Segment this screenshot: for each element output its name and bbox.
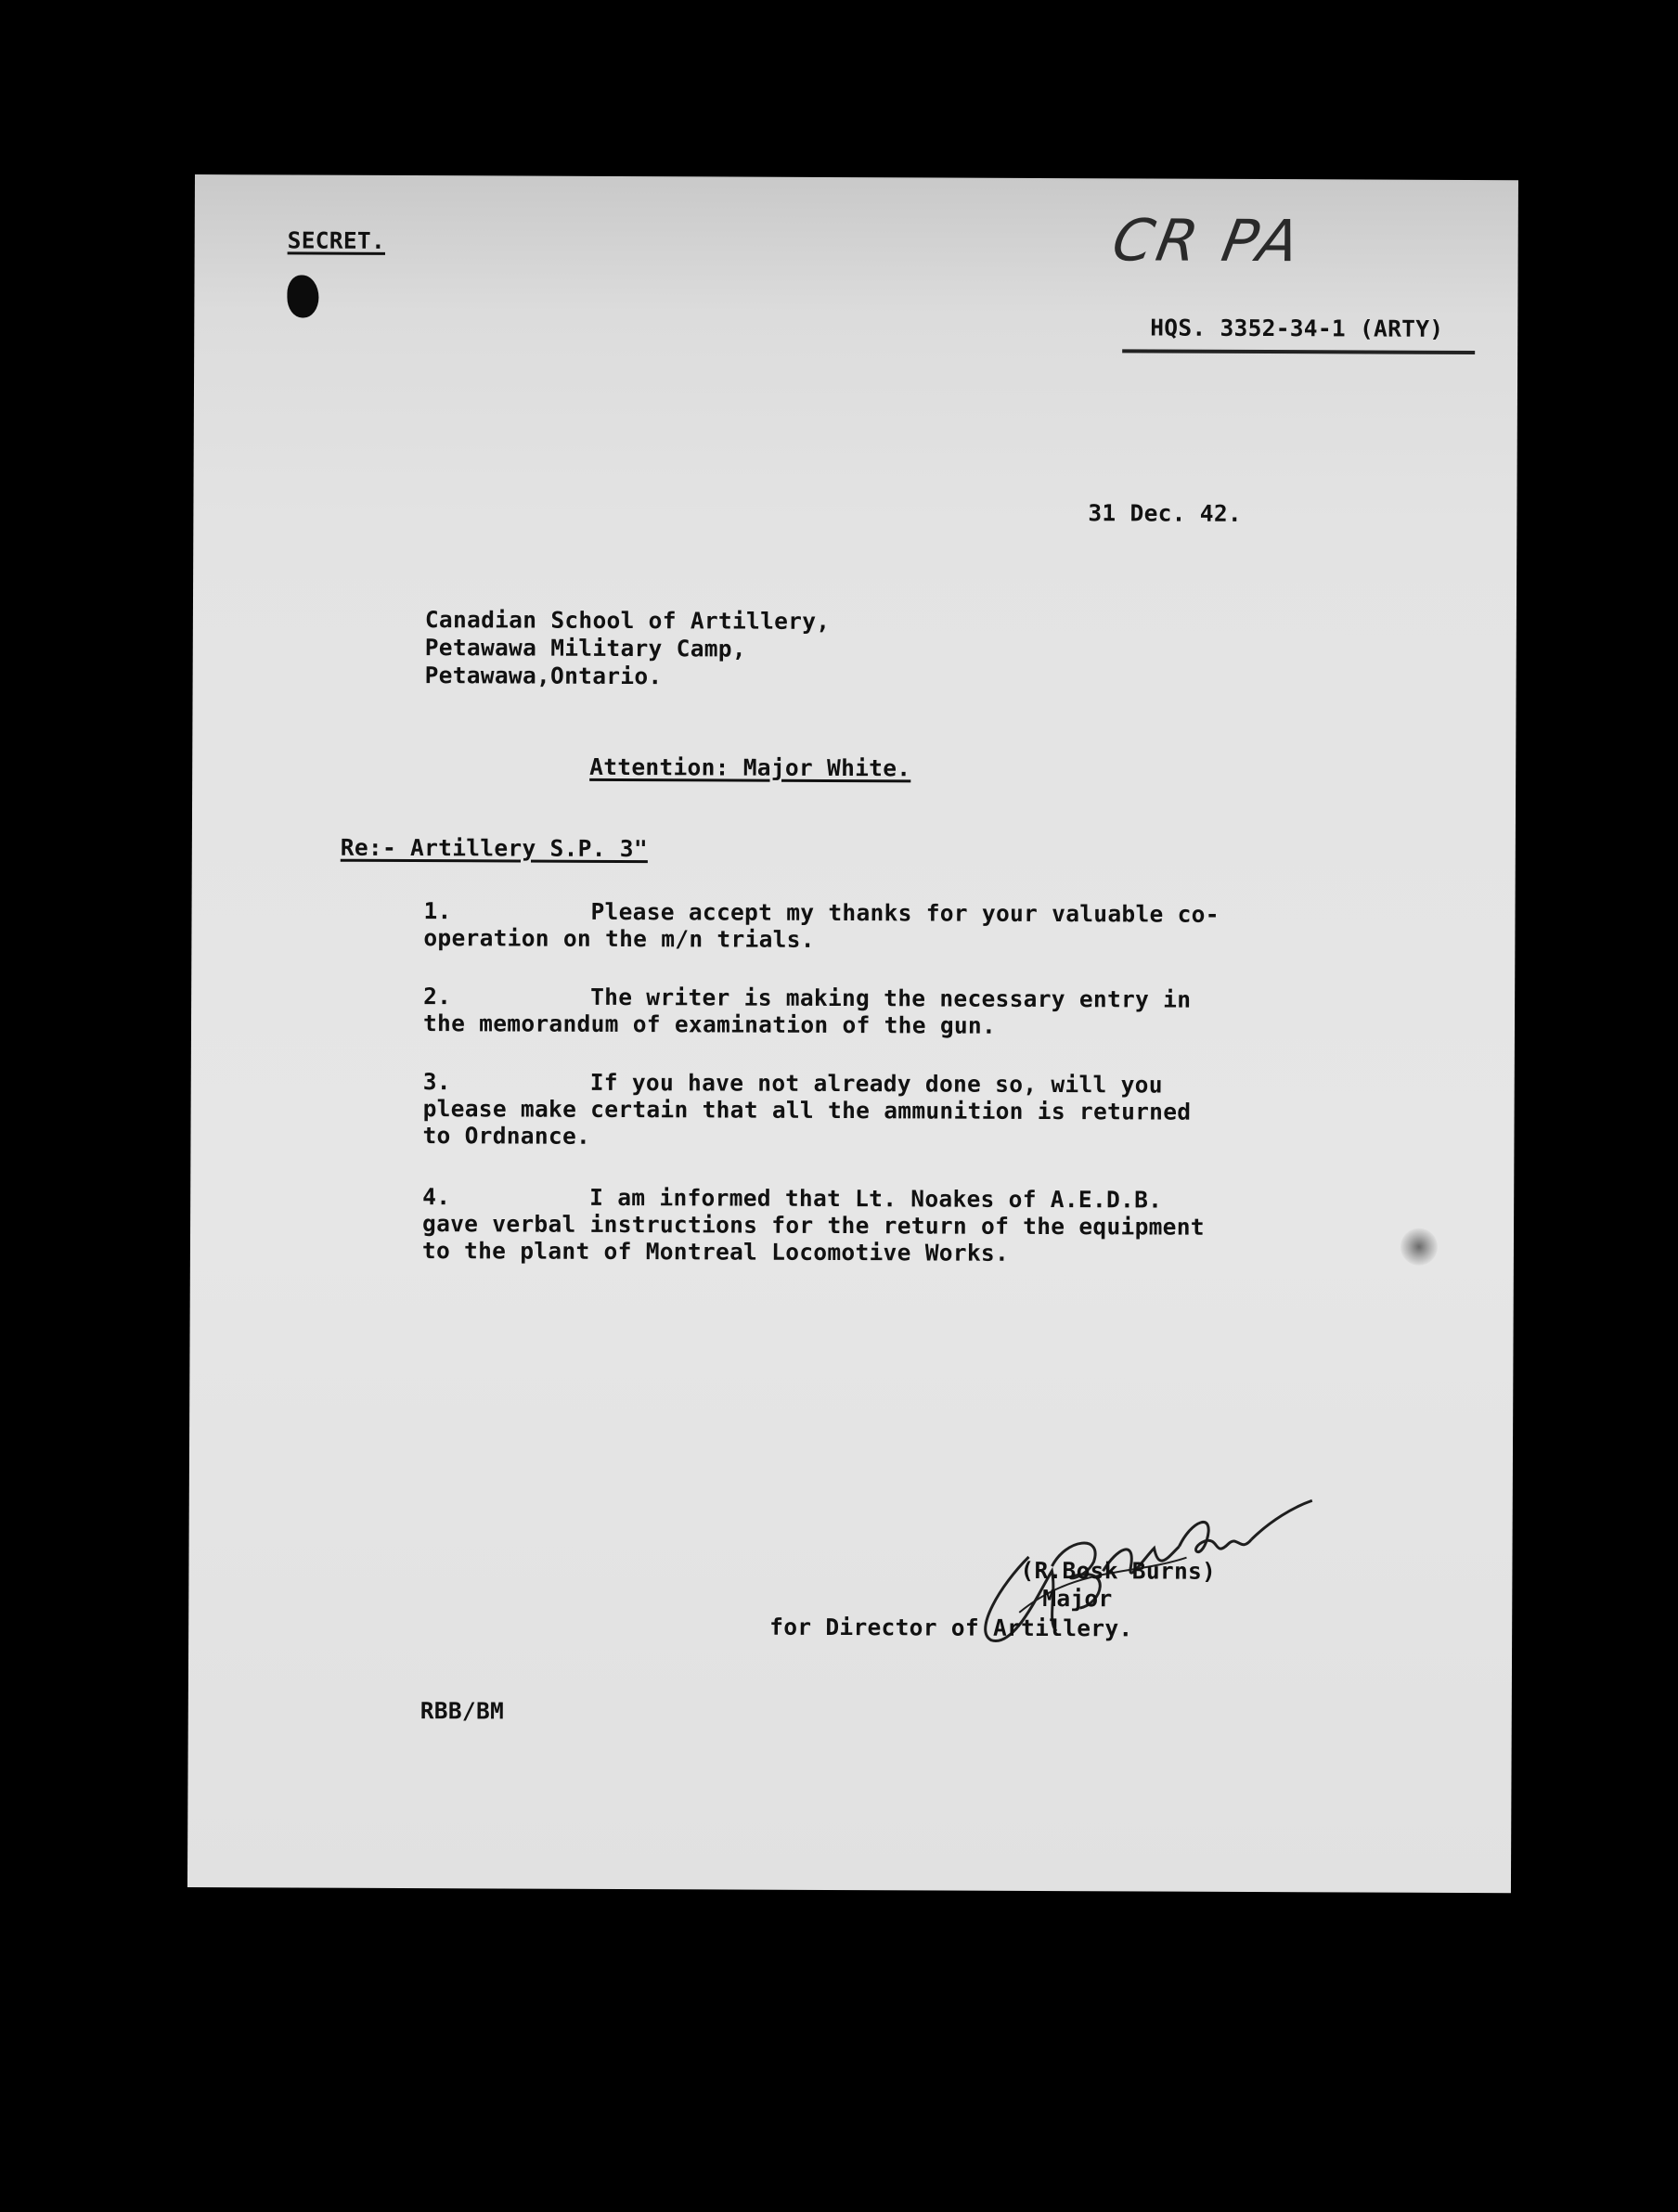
letter-date: 31 Dec. 42. [1088, 499, 1243, 527]
paragraph-4-line-2: gave verbal instructions for the return of the equipment [422, 1210, 1205, 1241]
address-line-3: Petawawa,Ontario. [424, 662, 663, 690]
file-reference-underline [1122, 349, 1475, 354]
paragraph-1-line-1: Please accept my thanks for your valuable co- [590, 897, 1220, 928]
subject-line: Re:- Artillery S.P. 3" [340, 833, 649, 863]
smudge-mark [1400, 1228, 1438, 1266]
paragraph-4-line-1: I am informed that Lt. Noakes of A.E.D.B. [589, 1183, 1163, 1214]
signatory-title: for Director of Artillery. [769, 1613, 1133, 1642]
paragraph-3-line-2: please make certain that all the ammunition is returned [422, 1095, 1192, 1125]
ink-blot [287, 275, 318, 317]
paragraph-1-line-2: operation on the m/n trials. [423, 924, 815, 953]
signatory-rank: Major [1042, 1584, 1113, 1613]
paragraph-3-number: 3. [422, 1068, 451, 1096]
paragraph-4-number: 4. [422, 1183, 451, 1211]
signatory-name: (R.Bosk Burns) [1020, 1556, 1217, 1585]
paragraph-1-number: 1. [423, 897, 452, 925]
letter-paper [187, 174, 1518, 1893]
address-line-2: Petawawa Military Camp, [424, 634, 746, 662]
reference-initials: RBB/BM [420, 1697, 505, 1725]
paragraph-2-line-1: The writer is making the necessary entry in [590, 983, 1192, 1013]
file-reference: HQS. 3352-34-1 (ARTY) [1150, 314, 1444, 342]
paragraph-2-line-2: the memorandum of examination of the gun. [422, 1010, 997, 1039]
paragraph-4-line-3: to the plant of Montreal Locomotive Works. [421, 1237, 1010, 1267]
address-line-1: Canadian School of Artillery, [424, 606, 831, 635]
paragraph-3-line-3: to Ordnance. [422, 1122, 591, 1150]
paragraph-3-line-1: If you have not already done so, will you [589, 1068, 1163, 1099]
attention-line: Attention: Major White. [589, 752, 911, 782]
paragraph-2-number: 2. [423, 983, 452, 1010]
handwritten-annotation: CR PA [1107, 206, 1309, 276]
classification-label: SECRET. [287, 226, 386, 254]
